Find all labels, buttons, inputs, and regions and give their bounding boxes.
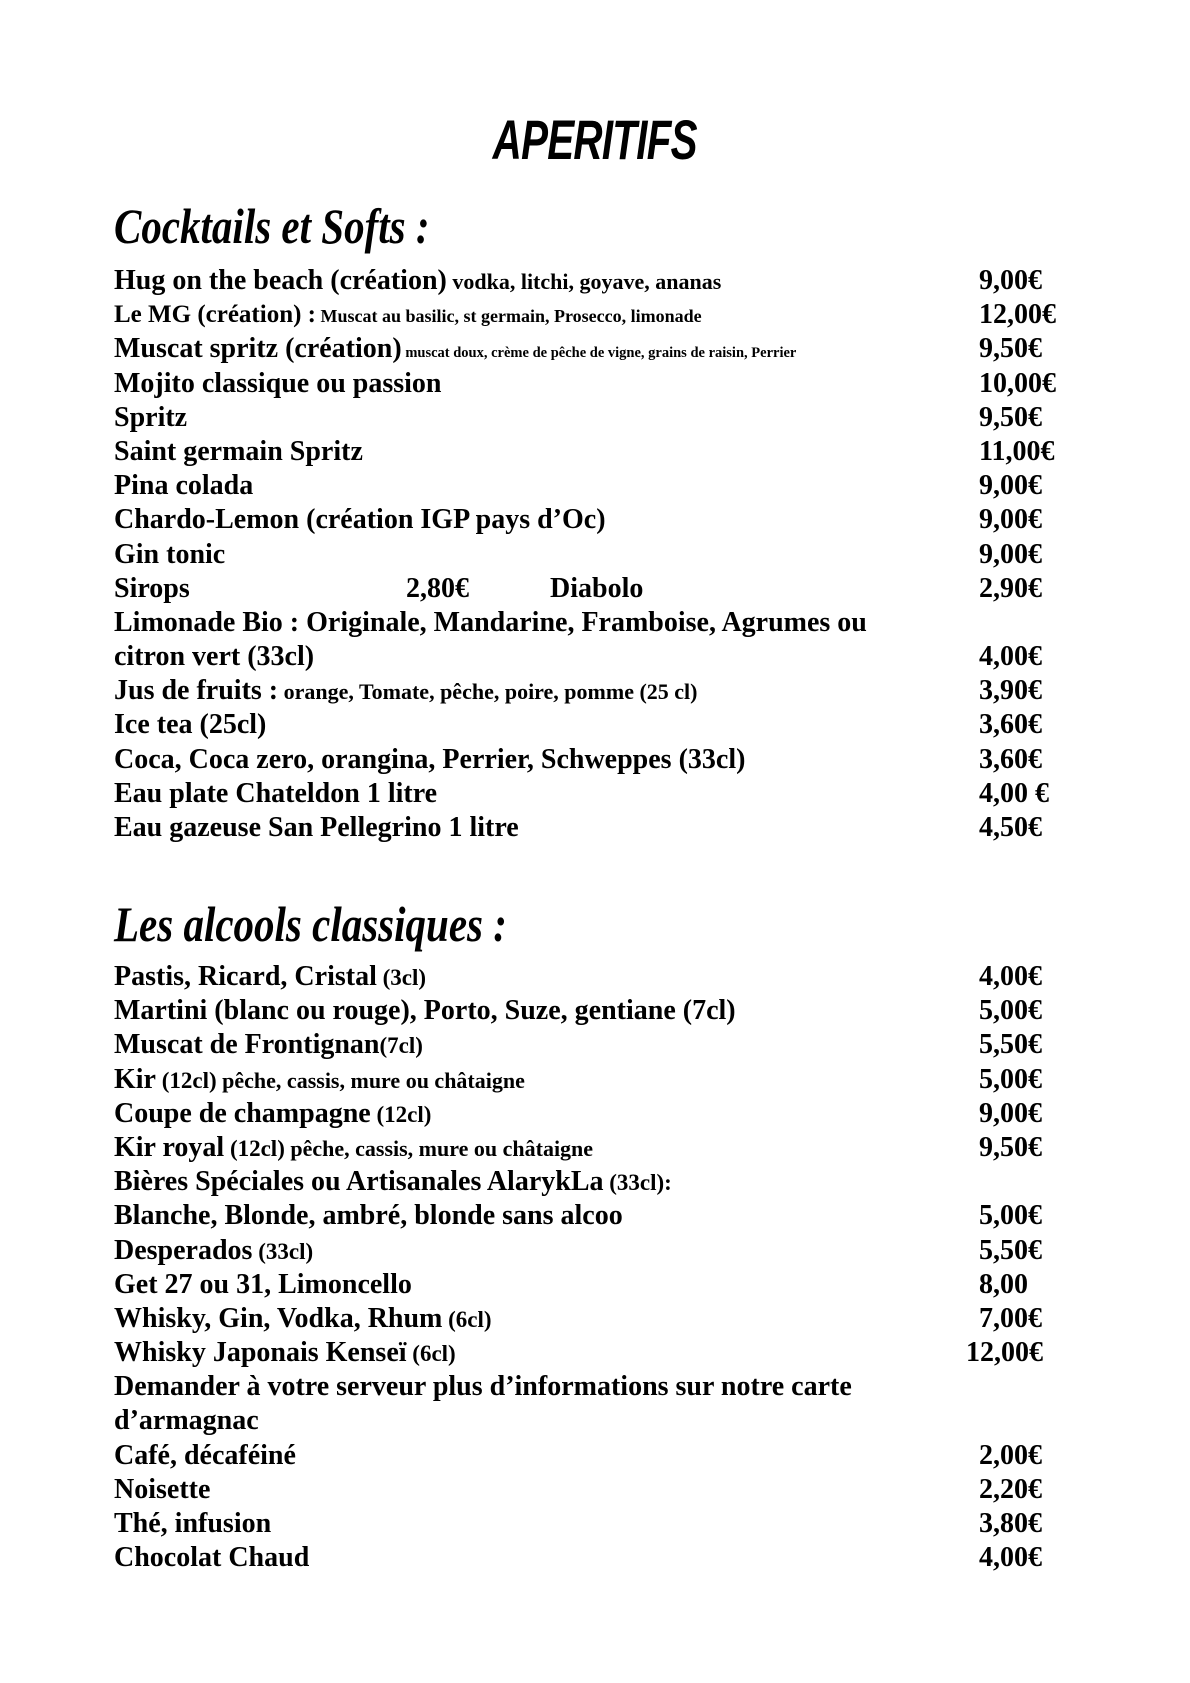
menu-item-line xyxy=(114,674,698,709)
menu-item-line xyxy=(114,1370,852,1404)
item-name: Le MG (création) : xyxy=(114,301,317,329)
item-volume: (6cl) xyxy=(442,1306,492,1332)
menu-item-line xyxy=(114,1541,309,1575)
item-name: Spritz xyxy=(114,401,188,433)
menu-item-line xyxy=(114,1234,313,1269)
menu-item-line xyxy=(114,1165,672,1200)
menu-item xyxy=(114,960,1114,994)
item-volume: (33cl): xyxy=(603,1170,672,1196)
menu-item-line xyxy=(114,1336,456,1371)
menu-item xyxy=(114,1336,1114,1370)
menu-item xyxy=(114,1370,1114,1404)
menu-item-line xyxy=(114,1302,492,1337)
menu-item-line xyxy=(114,1404,259,1438)
item-price: 4,00€ xyxy=(979,1542,1042,1574)
menu-item-line xyxy=(114,1507,271,1541)
item-name: Martini (blanc ou rouge), Porto, Suze, gentiane (7cl) xyxy=(114,995,736,1027)
item-price: 2,20€ xyxy=(979,1473,1042,1505)
item-name: Thé, infusion xyxy=(114,1508,272,1539)
item-name: Coupe de champagne xyxy=(114,1097,371,1129)
section-heading-text: Les alcools classiques : xyxy=(114,896,507,952)
menu-item-line xyxy=(114,777,437,811)
menu-item xyxy=(114,367,1114,401)
item-price: 7,00€ xyxy=(979,1302,1042,1334)
item-name: Kir royal xyxy=(114,1131,225,1163)
item-name: Gin tonic xyxy=(114,538,226,570)
item-name: Mojito classique ou passion xyxy=(114,367,442,399)
menu-item xyxy=(114,606,1114,640)
menu-item xyxy=(114,1234,1114,1268)
item-name: Desperados xyxy=(114,1234,253,1266)
item-name: citron vert (33cl) xyxy=(114,641,315,673)
menu-item-line xyxy=(114,994,736,1028)
menu-item-line xyxy=(114,1439,296,1473)
item-description: Muscat au basilic, st germain, Prosecco, limonade xyxy=(316,306,702,327)
page-title-text: APERITIFS xyxy=(492,108,698,171)
item-name: Pina colada xyxy=(114,470,254,502)
item-price: 9,00€ xyxy=(979,538,1042,570)
menu-item xyxy=(114,1473,1114,1507)
item-price: 12,00€ xyxy=(966,1337,1043,1369)
menu-item-line xyxy=(114,1268,412,1302)
item-volume: (7cl) xyxy=(379,1033,423,1059)
menu-item-line xyxy=(114,1028,423,1063)
item-name: d’armagnac xyxy=(114,1405,259,1437)
item-name: Whisky, Gin, Vodka, Rhum xyxy=(114,1302,443,1334)
menu-item-line xyxy=(114,401,187,435)
item-price: 4,00 € xyxy=(979,777,1049,809)
menu-item-line xyxy=(114,1063,525,1098)
item-description: pêche, cassis, mure ou châtaigne xyxy=(216,1067,525,1093)
menu-item-line xyxy=(114,1131,593,1166)
item-name: Café, décaféiné xyxy=(114,1439,296,1471)
item-price: 3,60€ xyxy=(979,709,1042,741)
menu-item xyxy=(114,435,1114,469)
menu-item xyxy=(114,743,1114,777)
item-name: Pastis, Ricard, Cristal xyxy=(114,961,377,992)
item-name: Coca, Coca zero, orangina, Perrier, Schweppes (33cl) xyxy=(114,743,746,775)
item-name: Noisette xyxy=(114,1473,211,1505)
menu-item-line xyxy=(114,503,606,537)
item-price: 9,00€ xyxy=(979,504,1042,536)
item-name: Eau plate Chateldon 1 litre xyxy=(114,777,438,809)
menu-item xyxy=(114,811,1114,845)
item-name: Demander à votre serveur plus d’informations sur notre carte xyxy=(114,1371,852,1403)
menu-item xyxy=(114,1063,1114,1097)
menu-item xyxy=(114,1404,1114,1438)
item-volume: (3cl) xyxy=(376,965,427,990)
item-volume: (12cl) xyxy=(224,1135,285,1161)
item-price: 4,50€ xyxy=(979,812,1042,843)
menu-item-line xyxy=(114,264,721,299)
item-price: 4,00€ xyxy=(979,641,1042,673)
menu-item-line xyxy=(114,960,426,995)
item-price: 11,00€ xyxy=(979,435,1055,467)
item-volume: (12cl) xyxy=(370,1101,432,1127)
menu-item-line xyxy=(114,606,867,640)
menu-item xyxy=(114,1302,1114,1336)
item-price: 9,50€ xyxy=(979,401,1042,433)
item-price: 9,50€ xyxy=(979,1131,1042,1163)
menu-item-line xyxy=(114,1473,210,1507)
item-name: Chardo-Lemon (création IGP pays d’Oc) xyxy=(114,504,606,536)
menu-item xyxy=(114,1268,1114,1302)
item-price: 2,00€ xyxy=(979,1439,1042,1471)
item-price: 5,00€ xyxy=(979,1200,1042,1232)
menu-item-line xyxy=(114,1199,623,1233)
menu-item xyxy=(114,401,1114,435)
menu-item-line xyxy=(114,469,253,503)
menu-item xyxy=(114,674,1114,708)
page-title xyxy=(0,108,1190,172)
item-name: Get 27 ou 31, Limoncello xyxy=(114,1268,412,1300)
menu-item xyxy=(114,1439,1114,1473)
menu-item xyxy=(114,332,1114,366)
menu-item-line xyxy=(114,743,745,777)
menu-item-line xyxy=(114,298,702,333)
item-name: Whisky Japonais Kenseï xyxy=(114,1337,407,1369)
item-name: Saint germain Spritz xyxy=(114,435,363,467)
menu-item xyxy=(114,469,1114,503)
item-price: 8,00 xyxy=(979,1268,1028,1300)
menu-item xyxy=(114,640,1114,674)
item-price: 5,00€ xyxy=(979,1063,1042,1095)
cocktails-list xyxy=(114,264,1114,845)
menu-item-line xyxy=(114,708,266,742)
menu-item xyxy=(114,503,1114,537)
menu-item-line xyxy=(114,640,314,674)
item-price: 5,50€ xyxy=(979,1029,1042,1061)
item-name: Limonade Bio : Originale, Mandarine, Framboise, Agrumes ou xyxy=(114,606,867,638)
item-name: Muscat spritz (création) xyxy=(114,333,402,365)
section-heading-cocktails xyxy=(114,196,499,256)
menu-item-line xyxy=(114,572,190,606)
item-description: vodka, litchi, goyave, ananas xyxy=(446,269,722,294)
section-heading-text: Cocktails et Softs : xyxy=(114,198,430,254)
item-price: 9,00€ xyxy=(979,470,1042,502)
menu-item-line xyxy=(114,367,442,401)
item-name: Eau gazeuse San Pellegrino 1 litre xyxy=(114,812,519,843)
menu-item-line xyxy=(114,538,225,572)
menu-item xyxy=(114,264,1114,298)
item-price: 2,80€ xyxy=(406,572,469,604)
item-description: orange, Tomate, pêche, poire, pomme (25 cl) xyxy=(278,679,698,705)
item-description: pêche, cassis, mure ou châtaigne xyxy=(284,1135,594,1161)
item-price: 5,00€ xyxy=(979,995,1042,1027)
menu-item xyxy=(114,777,1114,811)
item-price: 3,60€ xyxy=(979,743,1042,775)
item-name: Blanche, Blonde, ambré, blonde sans alcoo xyxy=(114,1200,623,1232)
item-price: 12,00€ xyxy=(979,299,1056,331)
item-price: 5,50€ xyxy=(979,1234,1042,1266)
item-volume: (33cl) xyxy=(252,1238,314,1264)
item-name: Ice tea (25cl) xyxy=(114,709,267,741)
menu-item xyxy=(114,298,1114,332)
menu-item xyxy=(114,538,1114,572)
section-heading-alcools xyxy=(114,894,593,954)
menu-item xyxy=(114,572,1114,606)
menu-item xyxy=(114,1541,1114,1575)
item-price: 9,00€ xyxy=(979,265,1042,296)
item-price: 3,90€ xyxy=(979,675,1042,707)
menu-item xyxy=(114,1097,1114,1131)
menu-item xyxy=(114,1131,1114,1165)
menu-item-line xyxy=(114,435,363,469)
menu-item-line xyxy=(114,332,796,370)
item-price: 4,00€ xyxy=(979,961,1042,992)
item-price: 10,00€ xyxy=(979,367,1056,399)
menu-item xyxy=(114,708,1114,742)
item-volume: (6cl) xyxy=(406,1341,456,1367)
menu-item xyxy=(114,1165,1114,1199)
item-name: Chocolat Chaud xyxy=(114,1542,310,1574)
item-name: Muscat de Frontignan xyxy=(114,1029,380,1061)
menu-item xyxy=(114,1199,1114,1233)
menu-item-line xyxy=(114,1097,431,1132)
item-name: Sirops xyxy=(114,572,190,604)
item-name: Bières Spéciales ou Artisanales AlarykLa xyxy=(114,1166,604,1198)
menu-item xyxy=(114,994,1114,1028)
item-name: Diabolo xyxy=(550,572,644,604)
item-name: Hug on the beach (création) xyxy=(114,265,447,296)
menu-item xyxy=(114,1028,1114,1062)
item-volume: (12cl) xyxy=(156,1067,217,1093)
item-price: 3,80€ xyxy=(979,1508,1042,1539)
item-price: 9,50€ xyxy=(979,333,1042,365)
item-price: 2,90€ xyxy=(979,572,1042,604)
item-price: 9,00€ xyxy=(979,1097,1042,1129)
item-name: Kir xyxy=(114,1063,156,1095)
item-name: Jus de fruits : xyxy=(114,675,279,707)
alcools-list xyxy=(114,960,1114,1575)
menu-item-line xyxy=(114,811,519,845)
item-description: muscat doux, crème de pêche de vigne, grains de raisin, Perrier xyxy=(401,345,797,362)
menu-item xyxy=(114,1507,1114,1541)
